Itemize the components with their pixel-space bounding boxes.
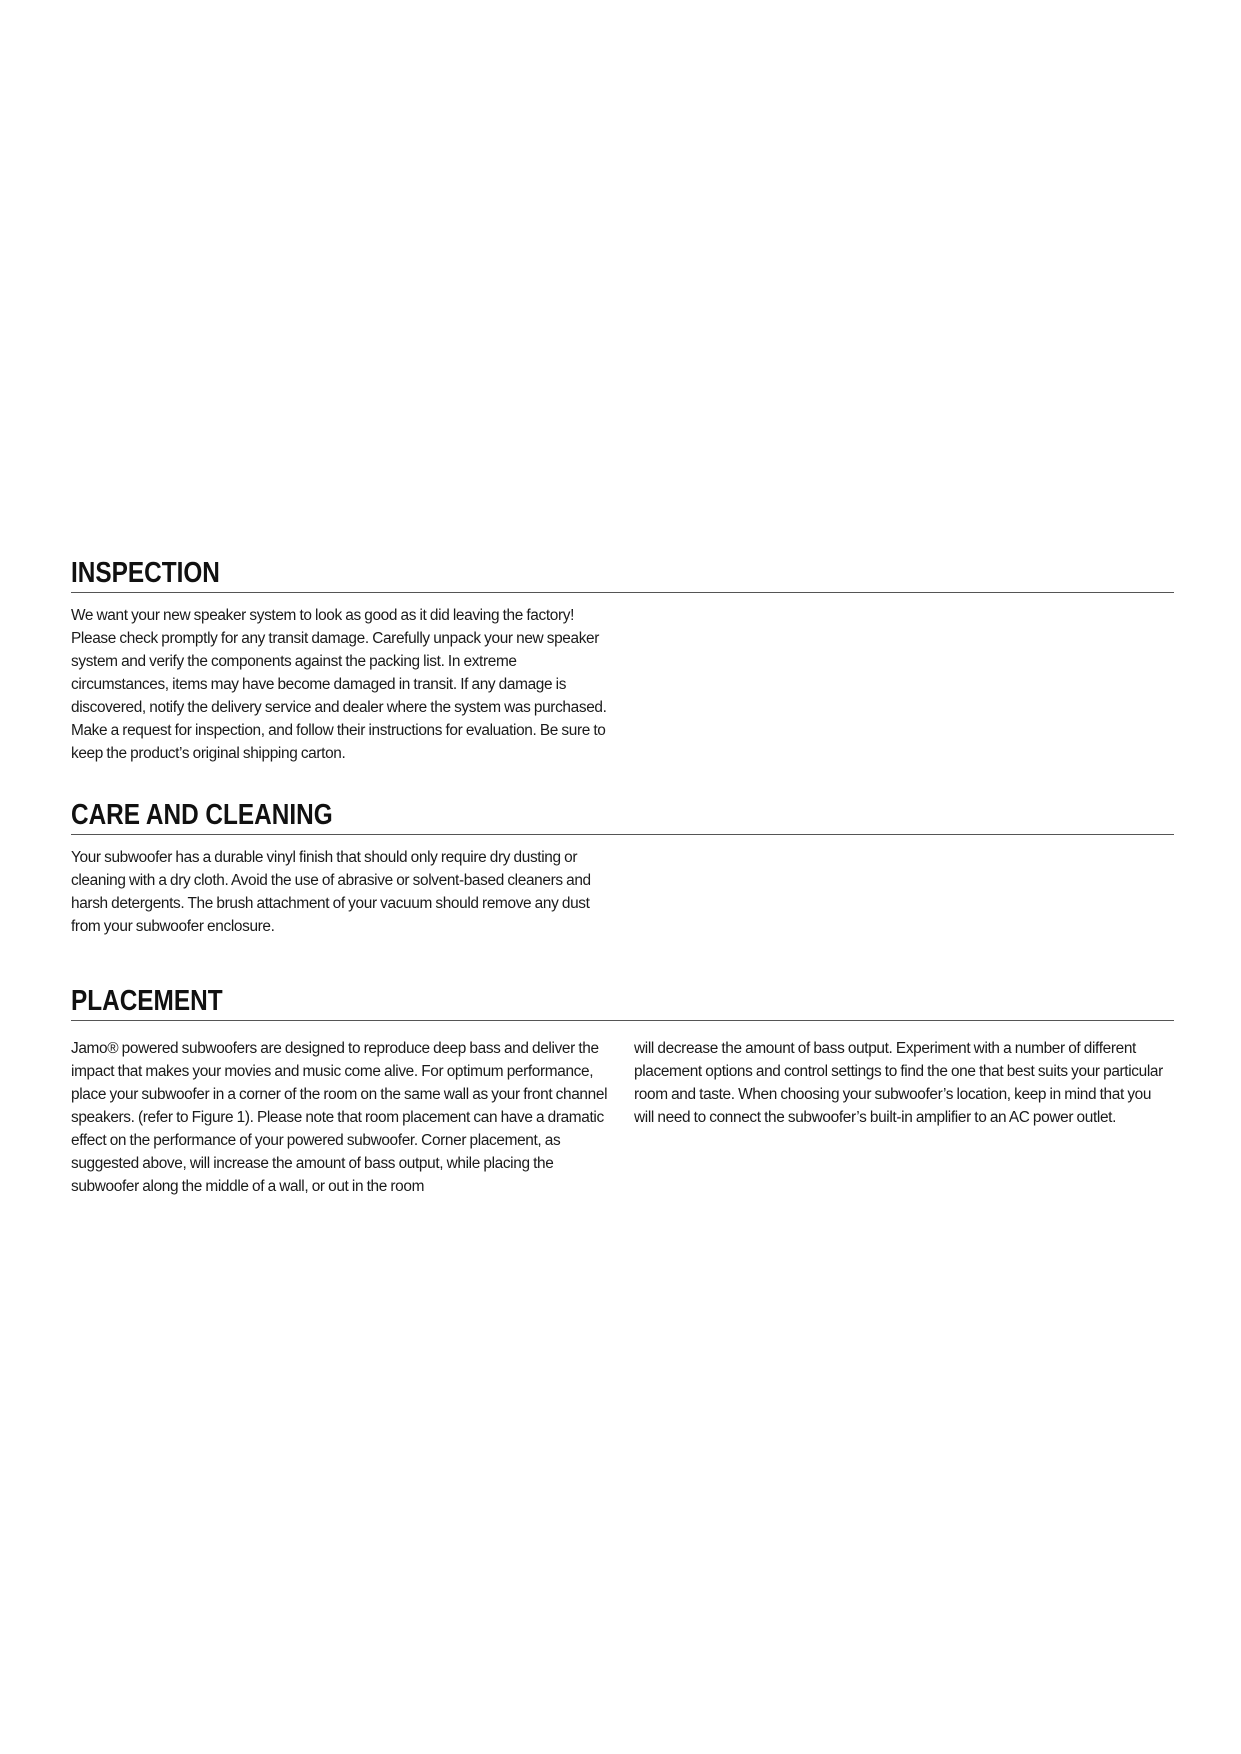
placement-heading: PLACEMENT: [71, 985, 223, 1017]
care-paragraph: Your subwoofer has a durable vinyl finish that should only require dry dusting or cleaning with a dry cloth. Avoid the use of abrasive or solvent-based cleaners and harsh detergents. The brush attachment of your vacuum should remove any dust from your subwoofer enclosure.: [71, 849, 591, 935]
placement-paragraph-right: will decrease the amount of bass output. Experiment with a number of different placement options and control settings to find the one that best suits your particular room and taste. When choosing your subwoofer’s location, keep in mind that you will need to connect the subwoofer’s built-in amplifier to an AC power outlet.: [634, 1040, 1163, 1126]
inspection-heading: INSPECTION: [71, 557, 220, 589]
inspection-paragraph: We want your new speaker system to look as good as it did leaving the factory! Please check promptly for any transit damage. Carefully unpack your new speaker system and verify the components against the packing list. In extreme circumstances, items may have become damaged in transit. If any damage is discovered, notify the delivery service and dealer where the system was purchased. Make a request for inspection, and follow their instructions for evaluation. Be sure to keep the product’s original shipping carton.: [71, 607, 607, 762]
placement-section: [71, 984, 1174, 1198]
care-divider: [71, 834, 1174, 835]
placement-paragraph-left: Jamo® powered subwoofers are designed to reproduce deep bass and deliver the impact that makes your movies and music come alive. For optimum performance, place your subwoofer in a corner of the room on the same wall as your front channel speakers. (refer to Figure 1). Please note that room placement can have a dramatic effect on the performance of your powered subwoofer. Corner placement, as suggested above, will increase the amount of bass output, while placing the subwoofer along the middle of a wall, or out in the room: [71, 1040, 608, 1195]
placement-divider: [71, 1020, 1174, 1021]
inspection-divider: [71, 592, 1174, 593]
placement-columns: [71, 1037, 1174, 1198]
care-heading: CARE AND CLEANING: [71, 799, 333, 831]
inspection-section: [71, 556, 1174, 765]
care-section: [71, 798, 1174, 938]
